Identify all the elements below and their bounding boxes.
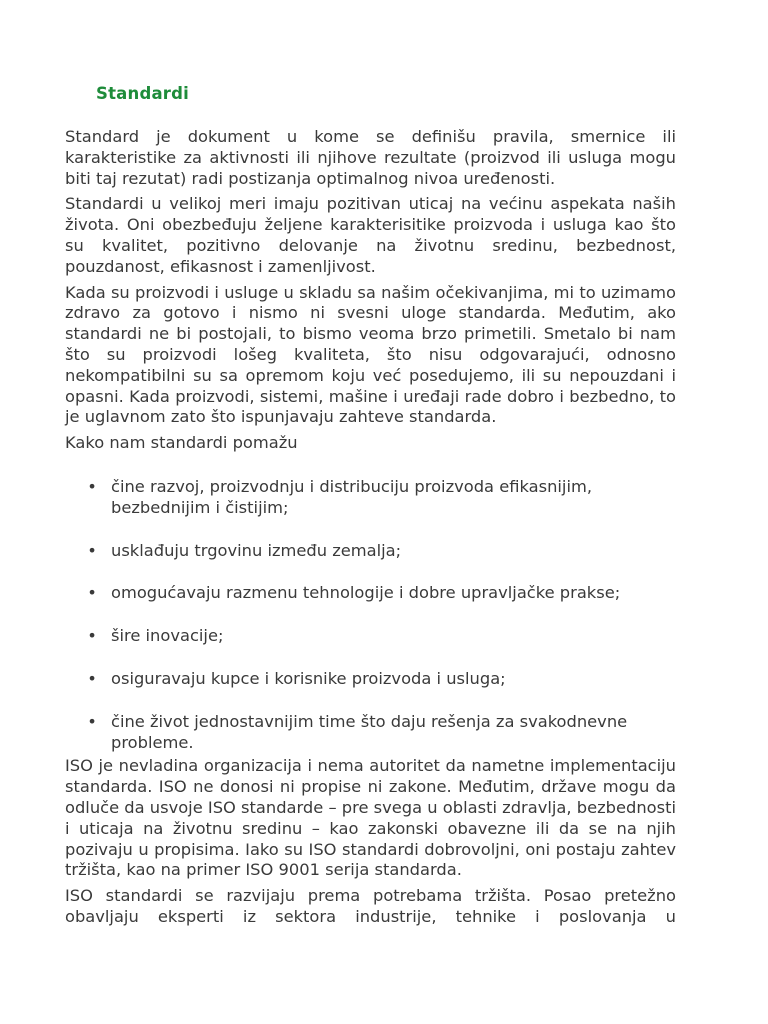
paragraph-iso-development: ISO standardi se razvijaju prema potrebama tržišta. Posao pretežno obavljaju eksperti iz sektora industrije, tehnike i poslovanja u xyxy=(65,886,676,926)
list-item-text: osiguravaju kupce i korisnike proizvoda i usluga; xyxy=(111,668,506,688)
list-item-text: šire inovacije; xyxy=(111,626,224,646)
benefits-list xyxy=(65,477,676,753)
list-item xyxy=(65,583,676,604)
bullet-icon: • xyxy=(87,711,97,731)
bullet-icon: • xyxy=(87,540,97,560)
list-item xyxy=(65,541,676,562)
list-item-text: čine život jednostavnijim time što daju rešenja za svakodnevne probleme. xyxy=(111,711,628,752)
paragraph-iso-organization: ISO je nevladina organizacija i nema autoritet da nametne implementaciju standarda. ISO ne donosi ni propise ni zakone. Međutim, države mogu da odluče da usvoje ISO standarde – pre svega u oblasti zdravlja, bezbednosti i uticaja na životnu sredinu – kao zakonski obavezne ili da se na njih pozivaju u propisima. Iako su ISO standardi dobrovoljni, oni postaju zahtev tržišta, kao na primer ISO 9001 serija standarda. xyxy=(65,756,676,880)
section-heading: Standardi xyxy=(96,84,190,103)
list-item xyxy=(65,669,676,690)
paragraph-impact: Standardi u velikoj meri imaju pozitivan uticaj na većinu aspekata naših života. Oni obezbeđuju željene karakterisitike proizvoda i usluga kao što su kvalitet, pozitivno delovanje na životnu sredinu, bezbednost, pouzdanost, efikasnost i zamenljivost. xyxy=(65,194,676,276)
paragraph-expectations: Kada su proizvodi i usluge u skladu sa našim očekivanjima, mi to uzimamo zdravo za gotovo i nismo ni svesni uloge standarda. Međutim, ako standardi ne bi postojali, to bismo veoma brzo primetili. Smetalo bi nam što su proizvodi lošeg kvaliteta, što nisu odgovarajući, odnosno nekompatibilni su sa opremom koju već posedujemo, ili su nepouzdani i opasni. Kada proizvodi, sistemi, mašine i uređaji rade dobro i bezbedno, to je uglavnom zato što ispunjavaju zahteve standarda. xyxy=(65,282,676,427)
paragraph-definition: Standard je dokument u kome se definišu pravila, smernice ili karakteristike za aktivnosti ili njihove rezultate (proizvod ili usluga mogu biti taj rezutat) radi postizanja optimalnog nivoa uređenosti. xyxy=(65,127,676,188)
bullet-icon: • xyxy=(87,476,97,496)
document-body xyxy=(65,127,676,933)
list-item-text: čine razvoj, proizvodnju i distribuciju proizvoda efikasnijim, bezbednijim i čistijim; xyxy=(111,476,593,517)
bullet-icon: • xyxy=(87,626,97,646)
list-item xyxy=(65,712,676,754)
bullet-icon: • xyxy=(87,583,97,603)
list-item-text: usklađuju trgovinu između zemalja; xyxy=(111,540,402,560)
list-item-text: omogućavaju razmenu tehnologije i dobre upravljačke prakse; xyxy=(111,583,621,603)
list-item xyxy=(65,626,676,647)
list-label: Kako nam standardi pomažu xyxy=(65,433,298,453)
bullet-icon: • xyxy=(87,668,97,688)
list-item xyxy=(65,477,676,519)
